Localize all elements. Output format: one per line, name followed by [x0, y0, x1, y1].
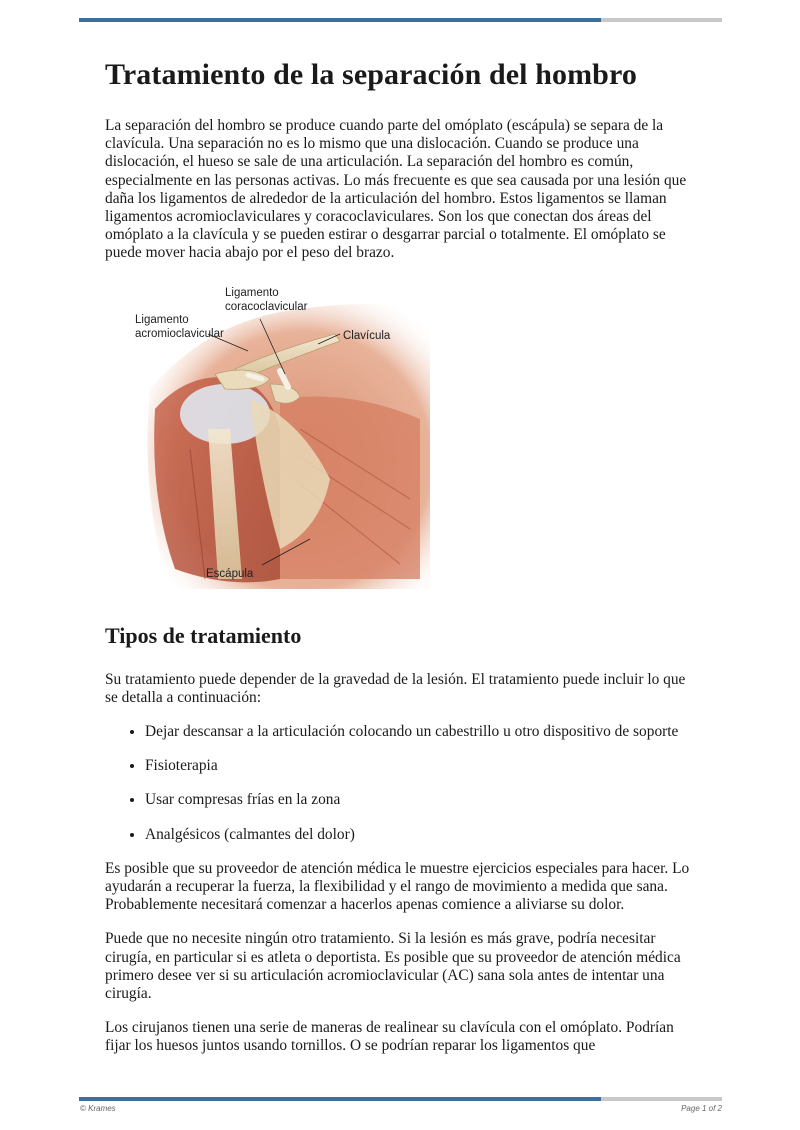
footer-page-number: Page 1 of 2: [681, 1104, 722, 1113]
body-paragraph: Puede que no necesite ningún otro tratamiento. Si la lesión es más grave, podría necesitar cirugía, en particular si es atleta o deportista. Es posible que su proveedor de atención médica primero desee ver si su articulación acromioclavicular (AC) sana sola antes de intentar una cirugía.: [105, 930, 681, 1003]
body-paragraph: Los cirujanos tienen una serie de maneras de realinear su clavícula con el omóplato. Podrían fijar los huesos juntos usando tornillos. O se podrían reparar los ligamentos que: [105, 1019, 674, 1055]
body-paragraph: Es posible que su proveedor de atención médica le muestre ejercicios especiales para hacer. Lo ayudarán a recuperar la fuerza, la flexibilidad y el rango de movimiento a medida que sana. Probablemente necesitará comenzar a hacerlos apenas comience a aliviarse su dolor.: [105, 859, 690, 914]
intro-paragraph: La separación del hombro se produce cuando parte del omóplato (escápula) se separa de la clavícula. Una separación no es lo mismo que una dislocación. Cuando se produce una dislocación, el hueso se sale de una articulación. La separación del hombro es común, especialmente en las personas activas. Lo más frecuente es que sea causada por una lesión que daña los ligamentos de alrededor de la articulación del hombro. Estos ligamentos se llaman ligamentos acromioclaviculares y coracoclaviculares. Son los que conectan dos áreas del omóplato a la clavícula y se pueden estirar o desgarrar parcial o totalmente. El omóplato se puede mover hacia abajo por el peso del brazo.: [105, 117, 687, 262]
section-heading: Tipos de tratamiento: [105, 622, 302, 648]
list-item: • Analgésicos (calmantes del dolor): [145, 826, 695, 844]
label-acromioclavicular-line2: acromioclavicular: [135, 327, 224, 340]
label-coracoclavicular-line2: coracoclavicular: [225, 300, 308, 313]
top-progress-bar: [79, 18, 722, 22]
list-item: • Fisioterapia: [145, 757, 695, 775]
list-item: • Dejar descansar a la articulación colocando un cabestrillo u otro dispositivo de soporte: [145, 723, 695, 741]
bottom-progress-bar: [79, 1097, 722, 1101]
label-acromioclavicular-line1: Ligamento: [135, 313, 189, 326]
bottom-bar-accent: [79, 1097, 601, 1101]
top-bar-accent: [79, 18, 601, 22]
footer-copyright: © Krames: [80, 1104, 116, 1113]
page-title: Tratamiento de la separación del hombro: [105, 58, 637, 91]
label-clavicula: Clavícula: [343, 329, 391, 342]
label-escapula: Escápula: [206, 567, 254, 580]
shoulder-illustration: [130, 279, 440, 599]
shoulder-anatomy-image: [130, 279, 440, 599]
document-body: [105, 55, 695, 1072]
list-item: • Usar compresas frías en la zona: [145, 791, 695, 809]
treatment-list: [105, 723, 695, 844]
label-coracoclavicular-line1: Ligamento: [225, 286, 279, 299]
section-intro: Su tratamiento puede depender de la gravedad de la lesión. El tratamiento puede incluir lo que se detalla a continuación:: [105, 670, 686, 706]
